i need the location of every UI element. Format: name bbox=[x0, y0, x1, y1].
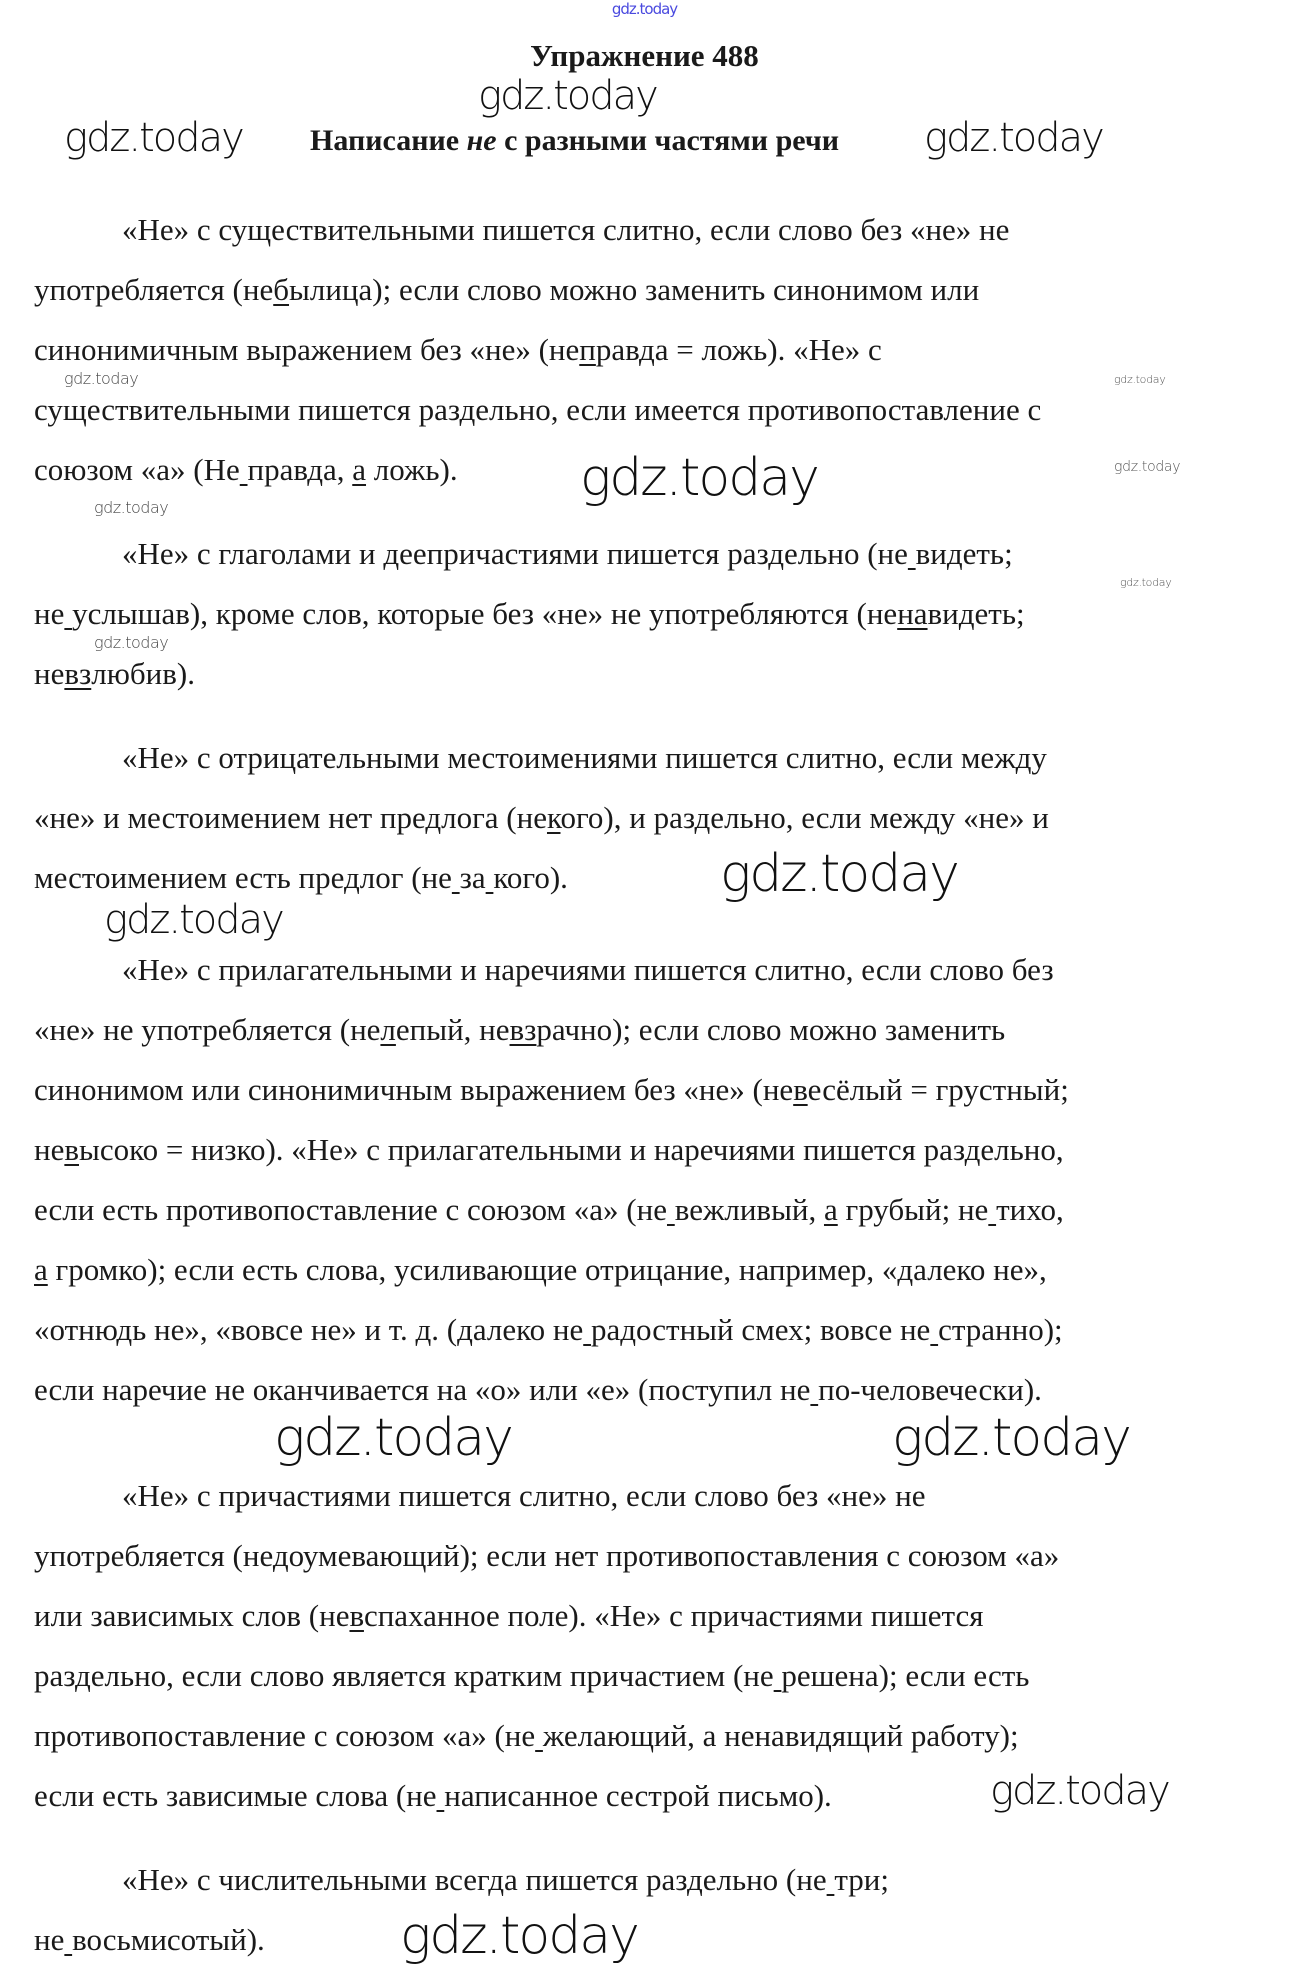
text-segment: «Не» с числительными всегда пишется раздельно (не bbox=[122, 1862, 827, 1897]
text-line bbox=[34, 1000, 1069, 1060]
watermark: gdz.today bbox=[104, 897, 283, 943]
watermark: gdz.today bbox=[580, 448, 818, 508]
text-segment: ложь). bbox=[366, 452, 458, 487]
text-line bbox=[34, 1586, 1069, 1646]
text-segment: ысоко = низко). «Не» с прилагательными и наречиями пишется раздельно, bbox=[79, 1132, 1064, 1167]
underlined-segment bbox=[583, 1312, 591, 1347]
text-segment: любив). bbox=[91, 656, 195, 691]
text-segment: раздельно, если слово является кратким причастием (не bbox=[34, 1658, 774, 1693]
text-line bbox=[34, 1240, 1069, 1300]
text-line bbox=[34, 200, 1069, 260]
underlined-segment bbox=[810, 1372, 818, 1407]
paragraph bbox=[34, 524, 1069, 704]
text-line bbox=[34, 1766, 1069, 1826]
underlined-segment: вз bbox=[509, 1012, 537, 1047]
text-segment: оумевающий); если нет противопоставления с союзом «а» bbox=[288, 1538, 1060, 1573]
watermark: gdz.today bbox=[924, 115, 1103, 161]
underlined-segment bbox=[64, 1922, 72, 1957]
underlined-segment: в bbox=[349, 1598, 364, 1633]
underlined-segment bbox=[988, 1192, 996, 1227]
rule-text bbox=[34, 200, 1069, 1970]
text-segment: решена); если есть bbox=[781, 1658, 1030, 1693]
text-line bbox=[34, 524, 1069, 584]
text-segment: местоимением есть предлог (не bbox=[34, 860, 452, 895]
page-title: Упражнение 488 bbox=[530, 38, 759, 73]
paragraph bbox=[34, 1466, 1069, 1826]
text-segment: написанное сестрой письмо). bbox=[444, 1778, 832, 1813]
underlined-segment bbox=[535, 1718, 543, 1753]
text-segment: видеть; bbox=[927, 596, 1025, 631]
text-line bbox=[34, 644, 1069, 704]
underlined-segment: а bbox=[823, 1192, 838, 1227]
watermark: gdz.today bbox=[1114, 373, 1166, 386]
underlined-segment: к bbox=[546, 800, 561, 835]
watermark: gdz.today bbox=[990, 1768, 1169, 1814]
text-line bbox=[34, 1850, 1069, 1910]
underlined-segment: в bbox=[793, 1072, 808, 1107]
watermark: gdz.today bbox=[1114, 459, 1181, 475]
text-segment: если наречие не оканчивается на «о» или «е» (поступил не bbox=[34, 1372, 811, 1407]
text-line bbox=[34, 260, 1069, 320]
watermark: gdz.today bbox=[94, 633, 169, 652]
text-segment: синонимом или синонимичным выражением без «не» (не bbox=[34, 1072, 794, 1107]
watermark: gdz.today bbox=[274, 1408, 512, 1468]
text-segment: синонимичным выражением без «не» (не bbox=[34, 332, 580, 367]
text-segment: вежливый, bbox=[674, 1192, 824, 1227]
watermark: gdz.today bbox=[400, 1906, 638, 1966]
text-segment: желающий, а ненавидящий работу); bbox=[542, 1718, 1019, 1753]
underlined-segment: а bbox=[352, 452, 367, 487]
underlined-segment: б bbox=[273, 272, 290, 307]
text-segment: тихо, bbox=[996, 1192, 1064, 1227]
text-segment: «Не» с причастиями пишется слитно, если слово без «не» не bbox=[122, 1478, 926, 1513]
text-line bbox=[34, 1646, 1069, 1706]
text-segment: восьмисотый). bbox=[72, 1922, 265, 1957]
text-line bbox=[34, 1180, 1069, 1240]
text-line bbox=[34, 584, 1069, 644]
section-subtitle bbox=[310, 124, 839, 158]
text-segment: «Не» с прилагательными и наречиями пишется слитно, если слово без bbox=[122, 952, 1054, 987]
text-segment: если есть зависимые слова (не bbox=[34, 1778, 437, 1813]
text-line bbox=[34, 380, 1069, 440]
subtitle-italic: не bbox=[466, 124, 497, 157]
underlined-segment bbox=[240, 452, 248, 487]
watermark-top: gdz.today bbox=[611, 0, 678, 18]
text-segment: существительными пишется раздельно, если имеется противопоставление с bbox=[34, 392, 1042, 427]
text-line bbox=[34, 788, 1069, 848]
text-segment: громко); если есть слова, усиливающие отрицание, например, «далеко не», bbox=[47, 1252, 1047, 1287]
text-segment: не bbox=[34, 1922, 65, 1957]
text-segment: «отнюдь не», «вовсе не» и т. д. (далеко не bbox=[34, 1312, 584, 1347]
text-segment: если есть противопоставление с союзом «а» (не bbox=[34, 1192, 667, 1227]
text-line bbox=[34, 320, 1069, 380]
paragraph bbox=[34, 940, 1069, 1420]
text-segment: ылица); если слово можно заменить синонимом или bbox=[289, 272, 980, 307]
watermark: gdz.today bbox=[64, 369, 139, 388]
text-segment: три; bbox=[834, 1862, 889, 1897]
underlined-segment bbox=[64, 596, 72, 631]
text-segment: не bbox=[34, 656, 65, 691]
text-segment: противопоставление с союзом «а» (не bbox=[34, 1718, 536, 1753]
text-segment: «не» не употребляется (не bbox=[34, 1012, 381, 1047]
text-segment: по-человечески). bbox=[818, 1372, 1042, 1407]
watermark: gdz.today bbox=[94, 498, 169, 517]
text-segment: употребляется (не bbox=[34, 1538, 273, 1573]
paragraph bbox=[34, 200, 1069, 500]
text-segment: равда = ложь). «Не» с bbox=[595, 332, 882, 367]
text-segment: рачно); если слово можно заменить bbox=[536, 1012, 1006, 1047]
underlined-segment bbox=[667, 1192, 675, 1227]
text-segment: странно); bbox=[938, 1312, 1063, 1347]
underlined-segment: л bbox=[380, 1012, 396, 1047]
underlined-segment: в bbox=[64, 1132, 79, 1167]
subtitle-text: Написание bbox=[310, 124, 467, 157]
text-line bbox=[34, 440, 1069, 500]
text-line bbox=[34, 1526, 1069, 1586]
underlined-segment: а bbox=[34, 1252, 48, 1287]
watermark: gdz.today bbox=[64, 115, 243, 161]
text-segment: есёлый = грустный; bbox=[807, 1072, 1069, 1107]
underlined-segment: вз bbox=[64, 656, 92, 691]
underlined-segment: п bbox=[579, 332, 596, 367]
text-segment: союзом «а» (Не bbox=[34, 452, 240, 487]
text-segment: не bbox=[34, 1132, 65, 1167]
watermark: gdz.today bbox=[892, 1408, 1130, 1468]
text-segment: употребляется (не bbox=[34, 272, 274, 307]
text-segment: кого). bbox=[493, 860, 568, 895]
text-segment: «Не» с существительными пишется слитно, если слово без «не» не bbox=[122, 212, 1010, 247]
text-line bbox=[34, 1466, 1069, 1526]
text-segment: или зависимых слов (не bbox=[34, 1598, 350, 1633]
text-segment: ого), и раздельно, если между «не» и bbox=[560, 800, 1049, 835]
text-segment: радостный смех; вовсе не bbox=[590, 1312, 931, 1347]
text-segment: грубый; не bbox=[837, 1192, 989, 1227]
watermark: gdz.today bbox=[1120, 576, 1172, 589]
text-segment: правда, bbox=[247, 452, 353, 487]
text-line bbox=[34, 940, 1069, 1000]
watermark: gdz.today bbox=[478, 73, 657, 119]
underlined-segment bbox=[908, 536, 916, 571]
text-segment: услышав), кроме слов, которые без «не» не употребляются (не bbox=[72, 596, 898, 631]
text-segment: видеть; bbox=[915, 536, 1013, 571]
underlined-segment bbox=[930, 1312, 938, 1347]
text-segment: «Не» с отрицательными местоимениями пишется слитно, если между bbox=[122, 740, 1047, 775]
text-line bbox=[34, 1120, 1069, 1180]
watermark: gdz.today bbox=[720, 844, 958, 904]
text-segment: спаханное поле). «Не» с причастиями пишется bbox=[363, 1598, 984, 1633]
underlined-segment: д bbox=[272, 1538, 289, 1573]
text-segment: за bbox=[459, 860, 486, 895]
text-line bbox=[34, 1706, 1069, 1766]
text-segment: не bbox=[34, 596, 65, 631]
text-line bbox=[34, 728, 1069, 788]
subtitle-text: с разными частями речи bbox=[496, 124, 840, 157]
text-line bbox=[34, 1060, 1069, 1120]
underlined-segment bbox=[452, 860, 460, 895]
text-segment: «Не» с глаголами и деепричастиями пишется раздельно (не bbox=[122, 536, 908, 571]
underlined-segment: на bbox=[897, 596, 928, 631]
text-segment: «не» и местоимением нет предлога (не bbox=[34, 800, 547, 835]
text-line bbox=[34, 1300, 1069, 1360]
text-segment: епый, не bbox=[395, 1012, 510, 1047]
